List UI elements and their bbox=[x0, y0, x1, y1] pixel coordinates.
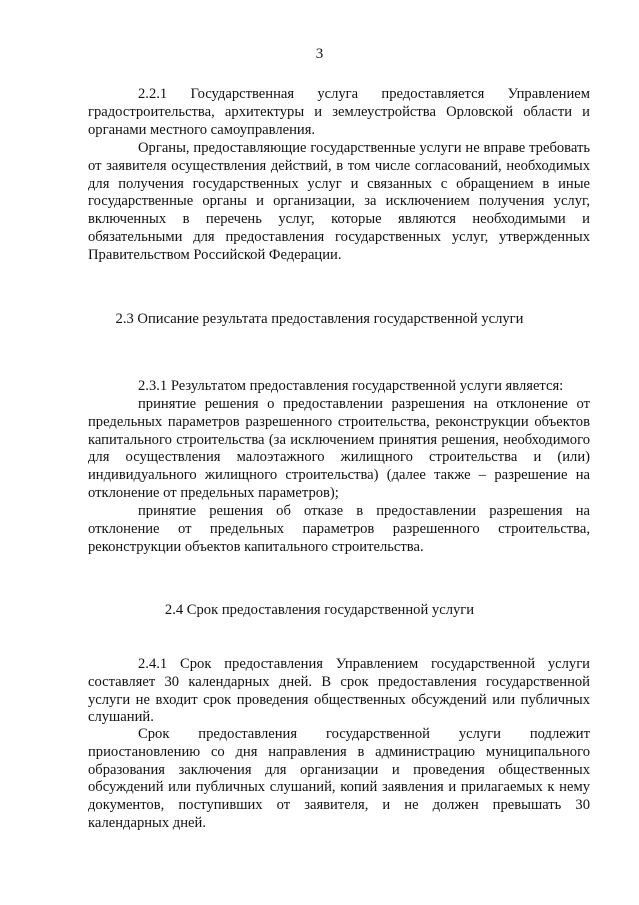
paragraph-2-2-1: 2.2.1 Государственная услуга предоставляется Управлением градостроительства, архитектуры и землеустройства Орловской области и органами местного самоуправления. bbox=[88, 86, 590, 138]
paragraph-2-3-1: 2.3.1 Результатом предоставления государственной услуги является: bbox=[138, 378, 564, 394]
paragraph-2-3-result-refusal: принятие решения об отказе в предоставлении разрешения на отклонение от предельных параметров разрешенного строительства, реконструкции объектов капитального строительства. bbox=[88, 503, 590, 555]
heading-2-3: 2.3 Описание результата предоставления государственной услуги bbox=[115, 311, 524, 327]
heading-2-4: 2.4 Срок предоставления государственной услуги bbox=[164, 602, 475, 618]
paragraph-2-4-suspension: Срок предоставления государственной услуги подлежит приостановлению со дня направления в администрацию муниципального образования заключения для организации и проведения общественных обсуждений или публичных слушаний, копий заявления и прилагаемых к нему документов, поступивших от заявителя, и не должен превышать 30 календарных дней. bbox=[88, 726, 590, 831]
paragraph-2-3-result-grant: принятие решения о предоставлении разрешения на отклонение от предельных параметров разрешенного строительства, реконструкции объектов капитального строительства (за исключением принятия решения, необходимого для осуществления малоэтажного жилищного строительства и (или) индивидуального жилищного строительства) (далее также – разрешение на отклонение от предельных параметров); bbox=[88, 396, 590, 501]
paragraph-2-4-1: 2.4.1 Срок предоставления Управлением государственной услуги составляет 30 календарных дней. В срок предоставления государственной услуги не входит срок проведения общественных обсуждений или публичных слушаний. bbox=[88, 656, 590, 726]
page-number: 3 bbox=[315, 46, 324, 62]
paragraph-2-2-organs: Органы, предоставляющие государственные услуги не вправе требовать от заявителя осуществления действий, в том числе согласований, необходимых для получения государственных услуг и связанных с обращением в иные государственные органы и организации, за исключением получения услуг, включенных в перечень услуг, которые являются необходимыми и обязательными для предоставления государственных услуг, утвержденных Правительством Российской Федерации. bbox=[88, 140, 590, 263]
